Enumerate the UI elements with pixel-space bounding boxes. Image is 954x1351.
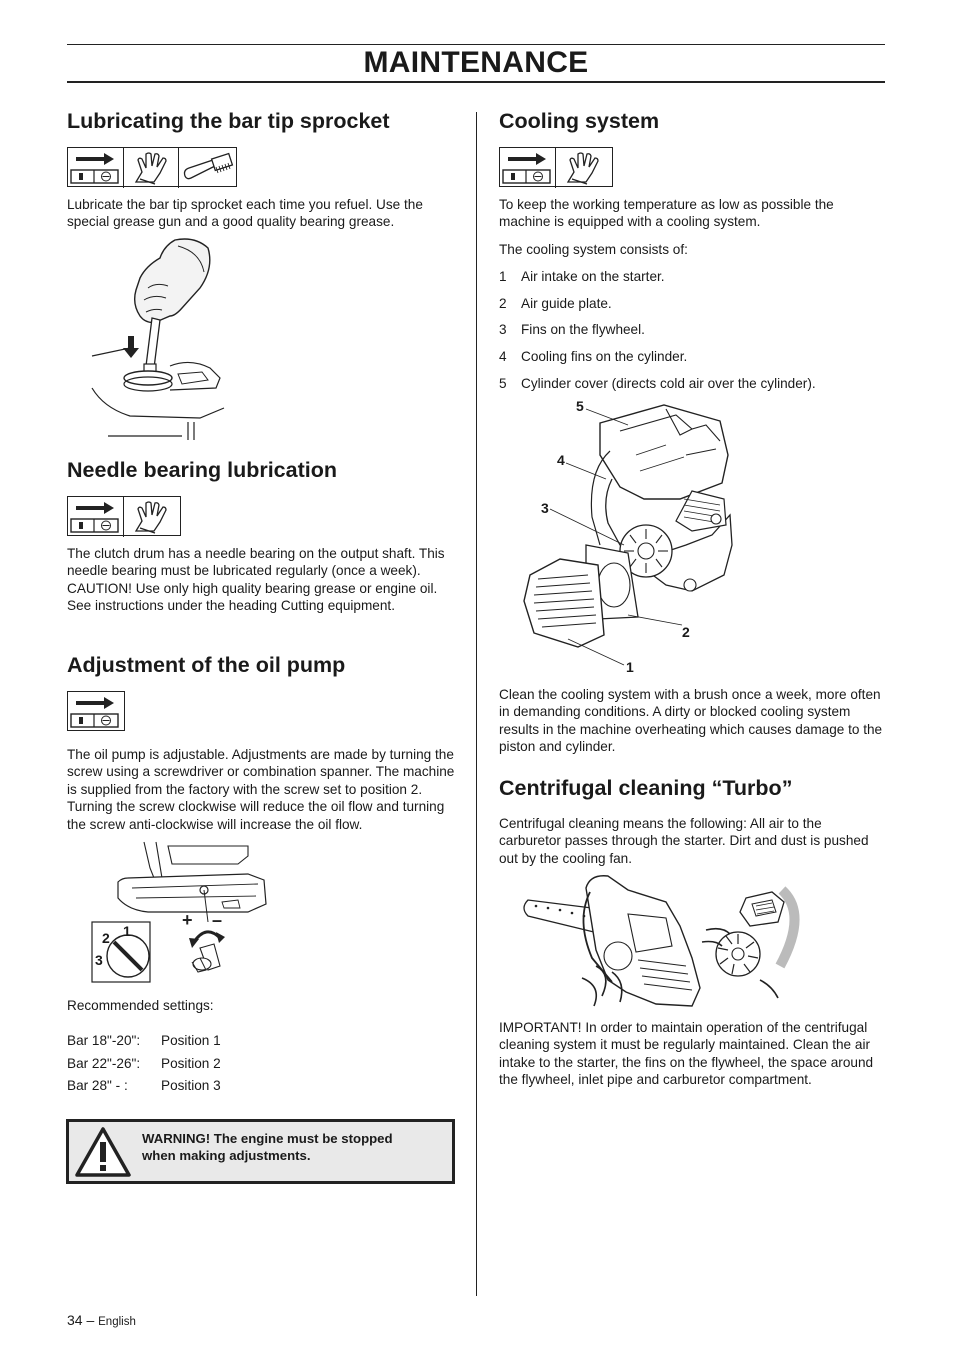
decrease-symbol: – bbox=[212, 910, 223, 930]
recommended-settings-label: Recommended settings: bbox=[67, 998, 214, 1013]
warning-line-2: when making adjustments. bbox=[142, 1148, 311, 1164]
list-text: Cylinder cover (directs cold air over the cylinder). bbox=[521, 376, 816, 391]
settings-position: Position 1 bbox=[161, 1033, 221, 1048]
cooling-list-item bbox=[499, 321, 645, 338]
list-number: 2 bbox=[499, 296, 507, 311]
section-heading-oil-pump: Adjustment of the oil pump bbox=[67, 653, 346, 677]
warning-line-1: WARNING! The engine must be stopped bbox=[142, 1131, 393, 1146]
cooling-system-illustration bbox=[516, 395, 746, 680]
cooling-clean-text: Clean the cooling system with a brush once a week, more often in demanding conditions. A dirty or blocked cooling system results in the machine overheating which causes damage to the piston and cylinder. bbox=[499, 687, 883, 755]
settings-position: Position 3 bbox=[161, 1078, 221, 1093]
grease-gun-illustration bbox=[90, 238, 240, 443]
section-heading-cooling-system: Cooling system bbox=[499, 109, 660, 133]
protective-glove-icon bbox=[123, 497, 176, 537]
oil-pump-text: The oil pump is adjustable. Adjustments are made by turning the screw using a screwdriver or combination spanner. The machine is supplied from the factory with the screw set to position 2. Turning the screw clockwise will reduce the oil flow and turning the screw anti-clockwise will increase the oil flow. bbox=[67, 747, 455, 832]
warning-triangle-icon bbox=[74, 1126, 132, 1178]
section-heading-needle-bearing: Needle bearing lubrication bbox=[67, 458, 337, 482]
engine-stop-symbol-icon bbox=[68, 148, 121, 188]
cooling-list-item bbox=[499, 375, 816, 392]
oil-pump-symbol-strip bbox=[67, 691, 125, 731]
turbo-important-text: IMPORTANT! In order to maintain operation of the centrifugal cleaning system it must be regularly maintained. Clean the air intake to the starter, the fins on the flywheel, the space around the flywheel, inlet pipe and carburetor compartment. bbox=[499, 1020, 874, 1088]
bar-tip-symbol-strip bbox=[67, 147, 237, 187]
engine-stop-symbol-icon bbox=[500, 148, 553, 188]
protective-glove-icon bbox=[123, 148, 176, 188]
cooling-symbol-strip bbox=[499, 147, 613, 187]
dial-label-1: 1 bbox=[123, 923, 131, 939]
callout-3: 3 bbox=[541, 500, 549, 516]
list-text: Air intake on the starter. bbox=[521, 269, 665, 284]
footer-language: English bbox=[98, 1316, 136, 1328]
header-bottom-rule bbox=[67, 81, 885, 83]
page-title: MAINTENANCE bbox=[363, 46, 589, 79]
settings-row bbox=[67, 1077, 221, 1094]
cooling-list-item bbox=[499, 268, 665, 285]
cooling-consists-text: The cooling system consists of: bbox=[499, 242, 688, 257]
list-text: Air guide plate. bbox=[521, 296, 612, 311]
page-number: 34 – bbox=[67, 1312, 95, 1328]
callout-4: 4 bbox=[557, 452, 565, 468]
page-footer bbox=[67, 1312, 136, 1328]
engine-stop-symbol-icon bbox=[68, 497, 121, 537]
dial-label-2: 2 bbox=[102, 930, 110, 946]
engine-stop-symbol-icon bbox=[68, 692, 121, 732]
turbo-text: Centrifugal cleaning means the following: All air to the carburetor passes through the starter. Dirt and dust is pushed out by the cooling fan. bbox=[499, 816, 869, 866]
warning-text bbox=[142, 1130, 442, 1165]
callout-2: 2 bbox=[682, 624, 690, 640]
cooling-list-item bbox=[499, 295, 612, 312]
list-number: 3 bbox=[499, 322, 507, 337]
oil-pump-illustration bbox=[88, 838, 278, 993]
list-text: Cooling fins on the cylinder. bbox=[521, 349, 688, 364]
list-number: 5 bbox=[499, 376, 507, 391]
needle-bearing-text: The clutch drum has a needle bearing on the output shaft. This needle bearing must be lubricated regularly (once a week). CAUTION! Use only high quality bearing grease or engine oil. See instructions under the heading Cutting equipment. bbox=[67, 546, 445, 614]
settings-row bbox=[67, 1055, 221, 1072]
list-number: 4 bbox=[499, 349, 507, 364]
protective-glove-icon bbox=[555, 148, 608, 188]
settings-bar-length: Bar 22"-26": bbox=[67, 1056, 141, 1071]
settings-row bbox=[67, 1032, 221, 1049]
callout-1: 1 bbox=[626, 659, 634, 675]
section-heading-turbo: Centrifugal cleaning “Turbo” bbox=[499, 776, 793, 800]
dial-label-3: 3 bbox=[95, 952, 103, 968]
cooling-intro-text: To keep the working temperature as low as possible the machine is equipped with a cooling system. bbox=[499, 197, 834, 230]
callout-5: 5 bbox=[576, 398, 584, 414]
needle-bearing-symbol-strip bbox=[67, 496, 181, 536]
list-text: Fins on the flywheel. bbox=[521, 322, 645, 337]
settings-position: Position 2 bbox=[161, 1056, 221, 1071]
increase-symbol: + bbox=[182, 910, 193, 930]
section-heading-bar-tip: Lubricating the bar tip sprocket bbox=[67, 109, 390, 133]
warning-box bbox=[66, 1119, 455, 1184]
settings-bar-length: Bar 28" - : bbox=[67, 1078, 128, 1093]
turbo-illustration bbox=[516, 870, 801, 1010]
cleaning-brush-icon bbox=[178, 148, 231, 188]
column-divider bbox=[476, 112, 477, 1296]
cooling-list-item bbox=[499, 348, 687, 365]
list-number: 1 bbox=[499, 269, 507, 284]
settings-bar-length: Bar 18"-20": bbox=[67, 1033, 141, 1048]
bar-tip-text: Lubricate the bar tip sprocket each time you refuel. Use the special grease gun and a good quality bearing grease. bbox=[67, 197, 423, 230]
